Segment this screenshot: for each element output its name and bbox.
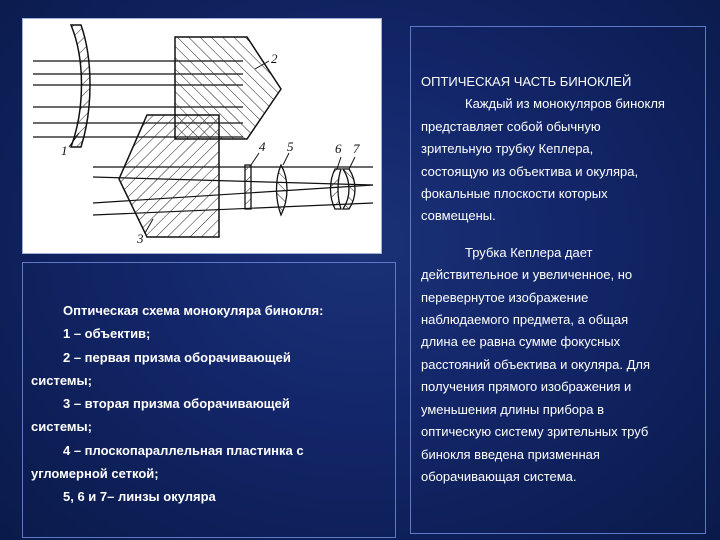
caption-line: 4 – плоскопараллельная пластинка с: [63, 442, 304, 458]
caption-panel: [22, 262, 396, 538]
paragraph-line: оптическую систему зрительных труб: [421, 424, 649, 440]
description-text: [421, 71, 707, 488]
caption-line: 5, 6 и 7– линзы окуляра: [63, 489, 216, 505]
label-7: 7: [353, 141, 360, 156]
eyepiece-lens-7: [343, 169, 355, 209]
label-5: 5: [287, 139, 294, 154]
paragraph-line: представляет собой обычную: [421, 118, 601, 134]
paragraph-line: бинокля введена призменная: [421, 446, 600, 462]
label-6: 6: [335, 141, 342, 156]
label-2: 2: [271, 51, 278, 66]
section-title: ОПТИЧЕСКАЯ ЧАСТЬ БИНОКЛЕЙ: [421, 74, 632, 89]
paragraph-line: оборачивающая система.: [421, 468, 577, 484]
label-3: 3: [137, 231, 144, 246]
paragraph-line: Каждый из монокуляров бинокля: [465, 96, 665, 112]
eyepiece-lens-6: [331, 169, 342, 209]
caption-line: 2 – первая призма оборачивающей: [63, 349, 291, 365]
paragraph-line: состоящую из объектива и окуляра,: [421, 163, 639, 179]
description-panel: [410, 26, 706, 534]
paragraph-line: действительное и увеличенное, но: [421, 267, 633, 283]
label-1: 1: [61, 143, 68, 158]
optical-scheme-figure: [23, 19, 381, 253]
paragraph-line: перевернутое изображение: [421, 289, 589, 305]
paragraph-line: расстояний объектива и окуляра. Для: [421, 356, 650, 372]
paragraph-line: совмещены.: [421, 208, 496, 224]
paragraph-line: уменьшения длины прибора в: [421, 401, 604, 417]
paragraph-line: получения прямого изображения и: [421, 379, 632, 395]
caption-line: угломерной сеткой;: [31, 466, 159, 482]
reticle-plate: [245, 165, 251, 209]
paragraph-line: зрительную трубку Кеплера,: [421, 141, 594, 157]
paragraph-line: длина ее равна сумме фокусных: [421, 334, 621, 350]
caption-line: системы;: [31, 419, 92, 435]
optical-diagram: [22, 18, 382, 254]
eyepiece-lens-5: [277, 165, 288, 215]
paragraph-line: фокальные плоскости которых: [421, 186, 608, 202]
paragraph-line: наблюдаемого предмета, а общая: [421, 312, 629, 328]
label-4: 4: [259, 139, 266, 154]
paragraph-line: Трубка Кеплера дает: [465, 244, 593, 260]
paragraph-gap: [421, 228, 707, 242]
caption-line: Оптическая схема монокуляра бинокля:: [63, 303, 324, 318]
caption-line: системы;: [31, 372, 92, 388]
second-prism: [119, 115, 219, 237]
objective-lens: [71, 25, 90, 147]
caption-text: [31, 299, 391, 509]
caption-line: 3 – вторая призма оборачивающей: [63, 396, 290, 412]
caption-line: 1 – объектив;: [63, 326, 151, 342]
